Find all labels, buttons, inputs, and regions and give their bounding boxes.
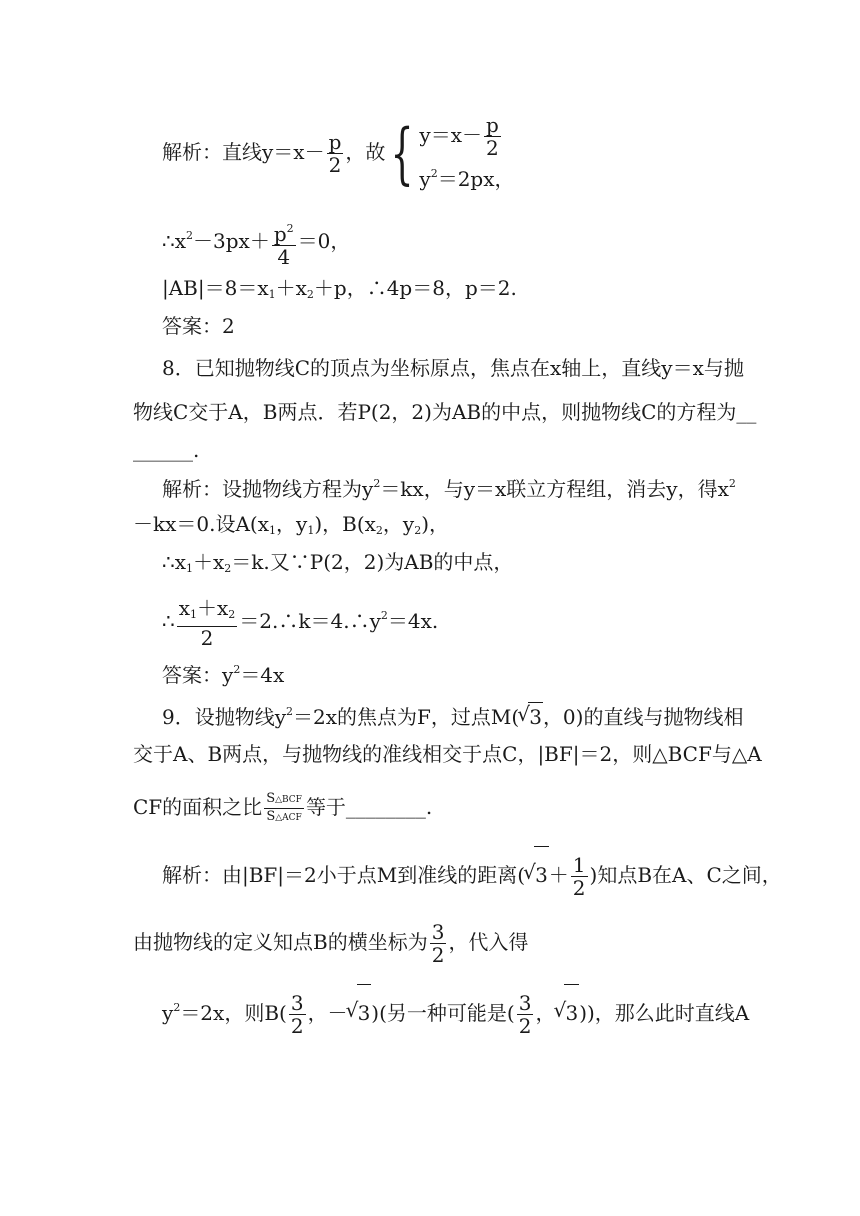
fraction-area-ratio: $\frac{\text{S△BCF}}{\text{S△ACF}}$ [266, 791, 302, 824]
question-9-line-1: 9．设抛物线$y^2=2x$的焦点为F，过点M(√ 3，0)的直线与抛物线相 [162, 698, 743, 731]
question-9-line-3: CF的面积之比 $\frac{\text{S△BCF}}{\text{S△ACF}}$ 等于________. [133, 791, 433, 824]
analysis-9-line-3: $y^2=2x$，则B( $\frac{3}{2}$ ，－√ 3)(另一种可能是( $\frac{3}{2}$ ，√ 3))，那么此时直线A [162, 980, 749, 1036]
fraction-x1-plus-x2-over-2: $\frac{x_1+x_2}{2}$ [178, 595, 236, 650]
fraction-one-half: $\frac{1}{2}$ [572, 853, 586, 900]
analysis-line-3: $|AB|=8=x_1+x_2+p$，∴4p＝8，p＝2. [162, 276, 517, 301]
left-brace-icon: { [390, 115, 414, 193]
equation-system [385, 113, 514, 195]
analysis-9-line-1: 解析：由|BF|＝2小于点M到准线的距离(√ 3＋ $\frac{1}{2}$ )知点B在A、C之间， [162, 846, 782, 902]
system-eq-1: y＝x－ $\frac{p}{2}$ [419, 113, 499, 161]
fraction-p-over-2: $\frac{p}{2}$ [328, 130, 342, 177]
sqrt-3: √ 3 [528, 702, 543, 731]
analysis-8-line-1: 解析：设抛物线方程为$y^2=kx$，与y＝x联立方程组，消去y，得$x^2$ [162, 477, 736, 501]
question-8-line-2: 物线C交于A，B两点．若P(2，2)为AB的中点，则抛物线C的方程为__ [133, 400, 757, 424]
question-9-line-2: 交于A、B两点，与抛物线的准线相交于点C，|BF|＝2，则△BCF与△A [133, 742, 762, 766]
answer-8: 答案：$y^2=4x$ [162, 663, 285, 687]
analysis-line-1 [162, 112, 515, 192]
fraction-three-halves: $\frac{3}{2}$ [431, 920, 445, 967]
analysis-line-2: $\therefore x^2-3px+$ $\frac{p^2}{4}$ ＝0， [162, 208, 350, 264]
analysis-9-line-2: 由抛物线的定义知点B的横坐标为 $\frac{3}{2}$ ，代入得 [133, 920, 529, 967]
question-8-line-3: ______. [133, 438, 200, 462]
question-8-line-1: 8．已知抛物线C的顶点为坐标原点，焦点在x轴上，直线y＝x与抛 [162, 356, 744, 380]
analysis-8-line-2: －kx＝0.设$A(x_1$，$y_1$)，$B(x_2$，$y_2$)， [133, 512, 450, 537]
fraction-p2-over-4: $\frac{p^2}{4}$ [273, 221, 294, 269]
system-eq-2: $y^2=2px$， [419, 167, 515, 192]
therefore-text: ，故 [345, 140, 386, 164]
analysis-8-line-4: ∴ $\frac{x_1+x_2}{2}$ $=2.\therefore k=4.\therefore y^2=4x$. [162, 595, 439, 650]
analysis-8-line-3: $\therefore x_1+x_2=k$.又∵P(2，2)为AB的中点， [162, 550, 514, 575]
answer-7: 答案：2 [162, 314, 235, 338]
analysis-text: 解析：直线y＝x－ [162, 140, 325, 164]
